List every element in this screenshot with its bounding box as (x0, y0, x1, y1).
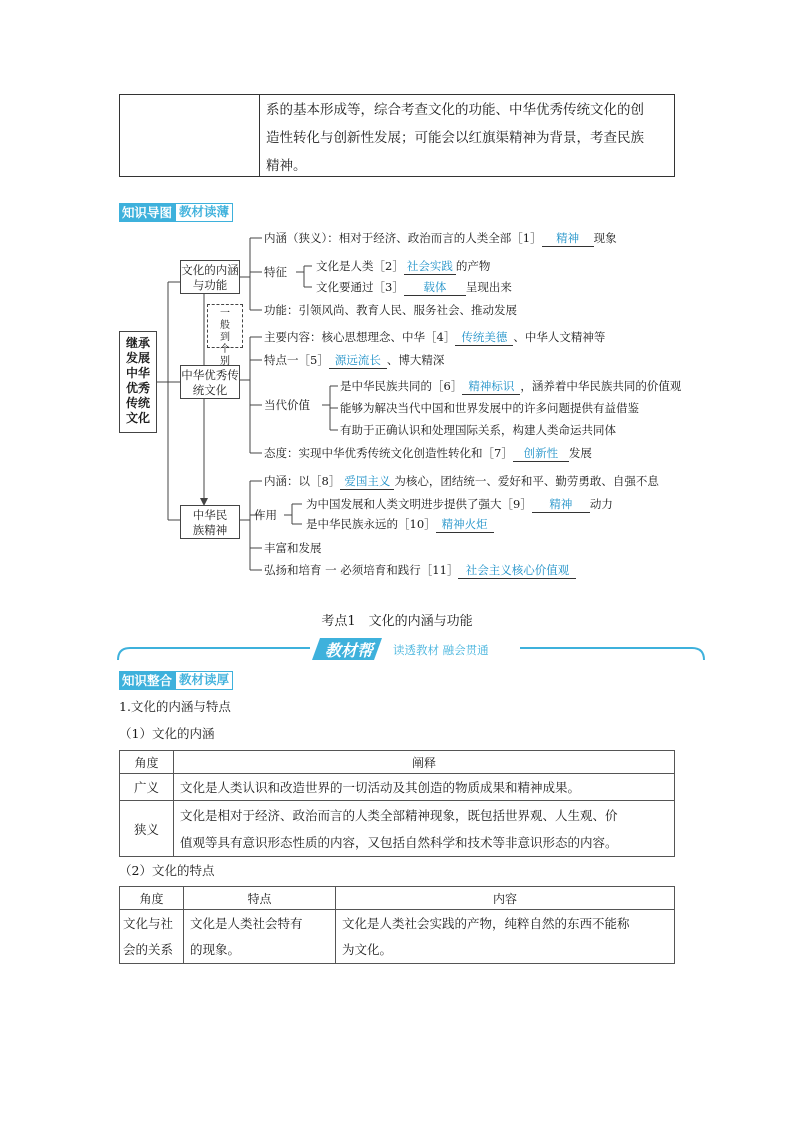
table2-header: 内容 (336, 887, 675, 910)
mindmap-header-left: 知识导图 (119, 203, 175, 222)
mindmap-root: 继承发展中华优秀传统文化 (119, 331, 157, 433)
table2-header: 角度 (120, 887, 184, 910)
table-culture-meaning (119, 750, 675, 857)
mm-n2-taidu: 态度：实现中华优秀传统文化创造性转化和［7］ 创新性 发展 (264, 446, 592, 460)
banner-subtitle: 读透教材 融会贯通 (393, 643, 489, 657)
banner-title: 教材帮 (324, 641, 373, 660)
table2-cell: 文化是人类社会特有 的现象。 (184, 910, 336, 964)
mm-n3-fengfu: 丰富和发展 (264, 541, 322, 555)
mm-n2-dangdai: 当代价值 (264, 398, 310, 412)
mm-n1-gongneng: 功能：引领风尚、教育人民、服务社会、推动发展 (264, 303, 517, 317)
sub2-title: （2）文化的特点 (119, 863, 215, 878)
table-row (120, 774, 675, 801)
mm-n1-neihan: 内涵（狭义）：相对于经济、政治而言的人类全部［1］ 精神 现象 (264, 231, 617, 245)
table-row (120, 910, 675, 964)
table2-header: 特点 (184, 887, 336, 910)
table2-cell: 文化是人类社会实践的产物，纯粹自然的东西不能称 为文化。 (336, 910, 675, 964)
mm-n2-d3: 有助于正确认识和处理国际关系，构建人类命运共同体 (340, 423, 616, 437)
zhishi-header (119, 671, 233, 690)
mm-n3-neihan: 内涵：以［8］ 爱国主义 为核心，团结统一、爱好和平、勤劳勇敢、自强不息 (264, 474, 659, 488)
top-table-line: 系的基本形成等，综合考查文化的功能、中华优秀传统文化的创 (266, 102, 644, 118)
mm-n3-zuoyong: 作用 (254, 508, 277, 522)
mm-n1-t1: 文化是人类［2］ 社会实践 的产物 (316, 259, 491, 273)
kaodian-title: 考点1 文化的内涵与功能 (321, 614, 473, 629)
table1-header: 阐释 (174, 751, 675, 774)
table1-value: 文化是相对于经济、政治而言的人类全部精神现象，既包括世界观、人生观、价 值观等具有意识形态性质的内容，又包括自然科学和技术等非意识形态的内容。 (174, 801, 675, 857)
mm-n3-hongyang: 弘扬和培育 一 必须培育和践行［11］ 社会主义核心价值观 (264, 562, 576, 579)
table1-value: 文化是人类认识和改造世界的一切活动及其创造的物质成果和精神成果。 (174, 774, 675, 801)
mm-n1-t2: 文化要通过［3］ 载体 呈现出来 (316, 280, 512, 294)
top-table-line: 造性转化与创新性发展；可能会以红旗渠精神为背景，考查民族 (266, 130, 644, 146)
table1-key: 广义 (120, 774, 174, 801)
mindmap-header-right: 教材读薄 (175, 203, 233, 222)
table1-key: 狭义 (120, 801, 174, 857)
mm-n2-tedian: 特点一［5］ 源远流长 、博大精深 (264, 353, 445, 367)
mindmap-node-tradition: 中华优秀传统文化 (180, 365, 240, 399)
mindmap-node-culture: 文化的内涵与功能 (180, 260, 240, 294)
mm-n3-z1: 为中国发展和人类文明进步提供了强大［9］ 精神 动力 (306, 497, 613, 511)
mm-n2-d2: 能够为解决当代中国和世界发展中的许多问题提供有益借鉴 (340, 401, 639, 415)
mindmap-link-label: 一般到个别 (207, 304, 243, 348)
mm-n1-tezheng: 特征 (264, 265, 287, 279)
section1-title: 1.文化的内涵与特点 (119, 699, 231, 714)
mm-n2-d1: 是中华民族共同的［6］ 精神标识 ，涵养着中华民族共同的价值观 (340, 379, 682, 393)
top-table-line: 精神。 (266, 158, 307, 174)
zhishi-header-left: 知识整合 (119, 671, 175, 690)
mm-n3-z2: 是中华民族永远的［10］ 精神火炬 (306, 516, 494, 533)
table1-header: 角度 (120, 751, 174, 774)
table-culture-features (119, 886, 675, 964)
sub1-title: （1）文化的内涵 (119, 726, 215, 741)
mindmap-node-spirit: 中华民族精神 (180, 505, 240, 539)
mm-n2-zhuyao: 主要内容：核心思想理念、中华［4］ 传统美德 、中华人文精神等 (264, 330, 606, 344)
zhishi-header-right: 教材读厚 (175, 671, 233, 690)
table-row (120, 801, 675, 857)
table2-cell: 文化与社 会的关系 (120, 910, 184, 964)
